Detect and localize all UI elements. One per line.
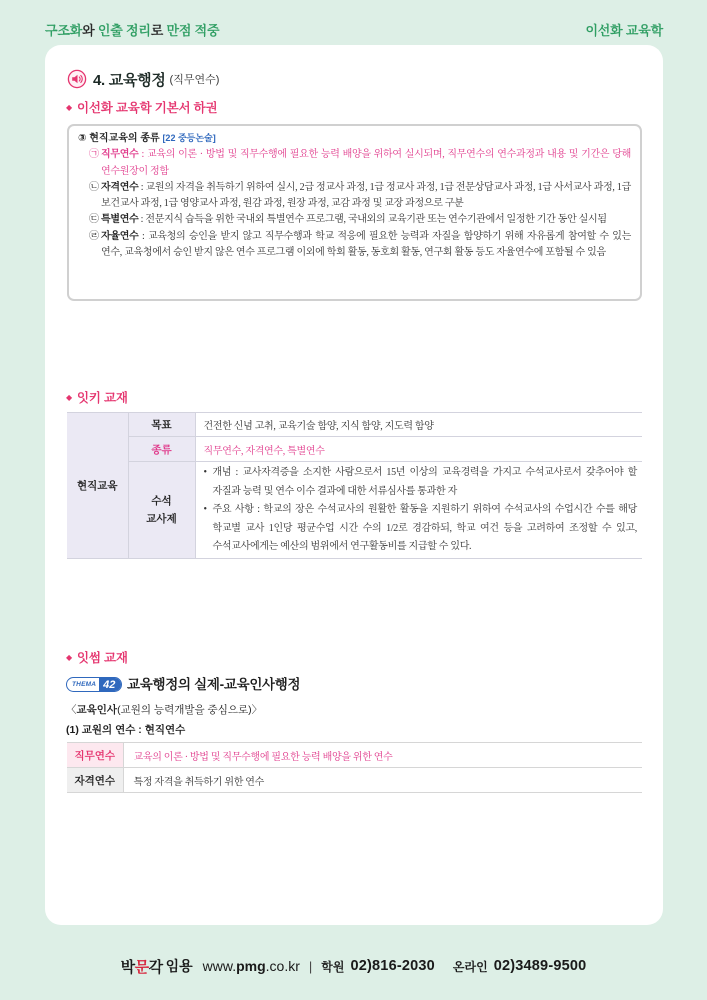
bullet-marker: • <box>203 467 207 478</box>
tagline-accent: 구조화 <box>45 22 83 38</box>
row-header: 자격연수 <box>67 768 123 793</box>
box-title <box>78 130 631 147</box>
list-item <box>89 212 631 228</box>
list-item <box>89 147 631 180</box>
exam-tag: [22 중등논술] <box>162 133 216 143</box>
item-term: 직무연수 <box>101 149 139 161</box>
logo-char: 각 <box>148 958 163 976</box>
url-part: www. <box>202 958 237 974</box>
tagline-particle: 와 <box>82 22 98 38</box>
item-description: 교육청의 승인을 받지 않고 직무수행과 학교 적응에 필요한 능력과 자질을 함양하기 위해 자유롭게 참여할 수 있는 연수, 교육청에서 승인 받지 않은 연수 프로그램 이외에 학회 활동, 동호회 활동, 연구회 활동 등도 자율연수에 포함될 수 있음 <box>101 230 631 259</box>
bullet-text: 주요 사항 : 학교의 장은 수석교사의 원활한 활동을 지원하기 위하여 수석교사의 수업시간 수를 해당 학교별 교사 1인당 평균수업 시간 수의 1/2로 경감하되, 학교 여건 등을 고려하여 조정할 수 있고, 수석교사에게는 예산의 범위에서 연구활동비를 지급할 수 있다. <box>212 504 637 552</box>
subtitle-keyword: 교육인사 <box>76 704 118 716</box>
diamond-bullet-icon: ◆ <box>66 103 72 112</box>
tagline-accent: 만점 적중 <box>166 22 220 38</box>
table-row <box>67 413 642 437</box>
thema-badge <box>66 677 122 692</box>
section-subtitle: (직무연수) <box>169 74 220 86</box>
thema-title: 교육행정의 실제-교육인사행정 <box>127 677 301 692</box>
logo-char: 박 <box>120 958 135 976</box>
tagline-accent: 인출 정리 <box>97 22 151 38</box>
table-cell: 건전한 신념 고취, 교육기술 함양, 지식 함양, 지도력 함양 <box>195 413 642 437</box>
tagline-particle: 로 <box>150 22 167 38</box>
running-header <box>45 18 663 40</box>
source-heading-text: 잇키 교재 <box>76 391 128 405</box>
bullet-item <box>204 501 638 557</box>
source-heading-text: 이선화 교육학 기본서 하권 <box>76 101 218 115</box>
section-title: 4. 교육행정 <box>93 71 166 89</box>
diamond-bullet-icon: ◆ <box>66 653 72 662</box>
table-cell: 직무연수, 자격연수, 특별연수 <box>195 437 642 462</box>
item-marker: ㉡ <box>89 181 99 193</box>
table-row <box>67 768 642 793</box>
section-heading <box>67 68 219 90</box>
table-cell: 특정 자격을 취득하기 위한 연수 <box>123 768 642 793</box>
footer-separator: | <box>308 958 313 974</box>
page-footer <box>0 955 707 977</box>
subtitle-rest: (교원의 능력개발을 중심으로) <box>117 704 252 716</box>
itssum-table <box>67 742 642 793</box>
subtitle-bracket: 〉 <box>251 704 263 716</box>
thema-number: 42 <box>99 678 121 691</box>
item-term: 자격연수 <box>101 181 139 193</box>
item-description: 교육의 이론 · 방법 및 직무수행에 필요한 능력 배양을 위하여 실시되며, 직무연수의 연수과정과 내용 및 기간은 당해 연수원장이 정함 <box>101 149 631 177</box>
row-header-line: 교사제 <box>146 512 177 525</box>
table-row <box>67 437 642 462</box>
row-group-header: 현직교육 <box>67 413 128 559</box>
item-separator: : <box>138 149 147 161</box>
speaker-icon[interactable] <box>67 69 87 89</box>
item-term: 자율연수 <box>101 230 139 242</box>
source-heading <box>66 390 128 406</box>
academy-label: 학원 <box>321 959 345 974</box>
source-heading <box>66 650 128 666</box>
item-separator: : <box>138 214 146 226</box>
footer-division: 임용 <box>165 958 193 974</box>
item-marker: ㉣ <box>89 230 99 242</box>
table-cell: 교육의 이론 · 방법 및 직무수행에 필요한 능력 배양을 위한 연수 <box>123 743 642 768</box>
footer-url <box>203 958 300 974</box>
item-marker: ㉢ <box>89 214 99 226</box>
source-heading <box>66 100 217 116</box>
logo-char: 문 <box>134 958 149 976</box>
subtitle-bracket: 〈 <box>66 704 77 716</box>
online-label: 온라인 <box>452 959 488 974</box>
item-term: 특별연수 <box>101 214 139 226</box>
item-description: 전문지식 습득을 위한 국내외 특별연수 프로그램, 국내외의 교육기관 또는 연수기관에서 일정한 기간 동안 실시됨 <box>145 214 607 226</box>
ikki-summary-table <box>67 412 642 559</box>
row-header: 직무연수 <box>67 743 123 768</box>
table-row <box>67 462 642 559</box>
online-phone: 02)3489-9500 <box>493 958 587 974</box>
diamond-bullet-icon: ◆ <box>66 393 72 402</box>
item-separator: : <box>138 230 148 242</box>
thema-subtitle <box>66 703 262 718</box>
publisher-logo <box>121 956 163 977</box>
table-row <box>67 743 642 768</box>
item-marker: ㉠ <box>89 149 99 161</box>
thema-word: THEMA <box>72 681 97 688</box>
url-part: .co.kr <box>265 958 300 974</box>
item-description: 교원의 자격을 취득하기 위하여 실시, 2급 정교사 과정, 1급 정교사 과정, 1급 전문상담교사 과정, 1급 사서교사 과정, 1급 보건교사 과정, 1급 영양교사 과정, 원감 과정, 원장 과정, 교감 과정 및 교장 과정으로 구분 <box>101 181 631 210</box>
row-header: 종류 <box>128 437 195 462</box>
row-header: 목표 <box>128 413 195 437</box>
list-item <box>89 229 631 262</box>
header-tagline <box>45 20 219 39</box>
table-cell <box>195 462 642 559</box>
row-header <box>128 462 195 559</box>
academy-phone: 02)816-2030 <box>350 958 435 974</box>
bullet-item <box>204 464 638 501</box>
item-separator: : <box>138 181 146 193</box>
list-item <box>89 180 631 213</box>
bullet-text: 개념 : 교사자격증을 소지한 사람으로서 15년 이상의 교육경력을 가지고 수석교사로서 갖추어야 할 자질과 능력 및 연수 이수 결과에 대한 서류심사를 통과한 자 <box>212 467 637 497</box>
url-part: pmg <box>236 958 266 974</box>
thema-subheading: (1) 교원의 연수 : 현직연수 <box>66 724 186 736</box>
header-brand: 이선화 교육학 <box>585 22 663 38</box>
bullet-marker: • <box>203 504 207 515</box>
source-heading-text: 잇썸 교재 <box>76 651 128 665</box>
box-title-text: ③ 현직교육의 종류 <box>78 133 160 144</box>
row-header-line: 수석 <box>151 494 172 507</box>
excerpt-box <box>67 124 642 301</box>
